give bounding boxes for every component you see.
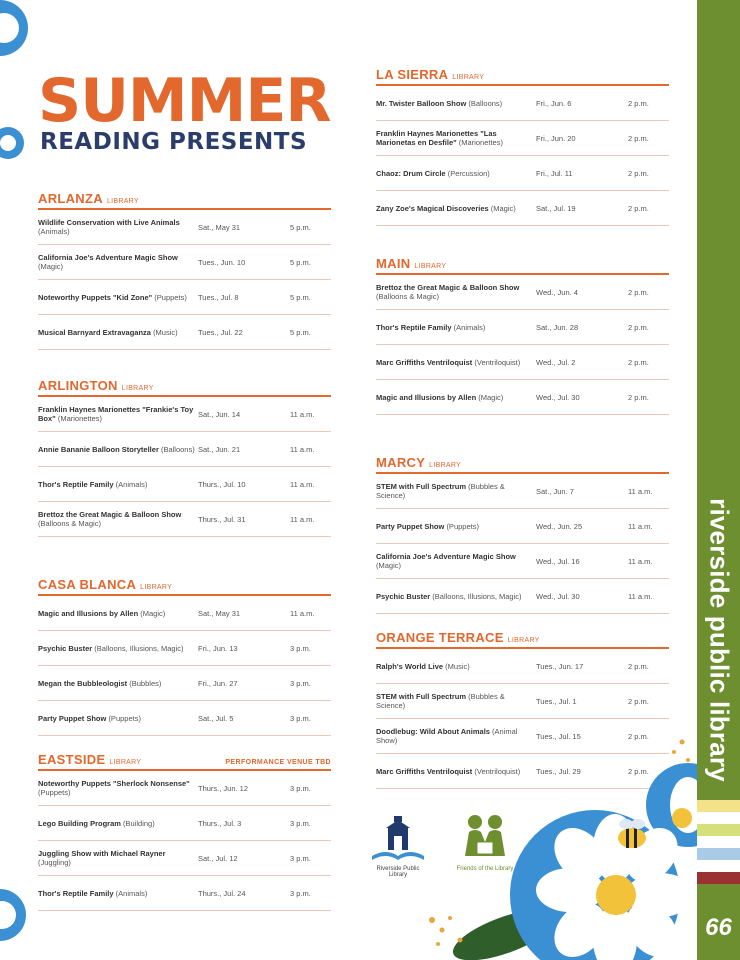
event-row <box>38 596 331 631</box>
event-category: (Animals) <box>38 227 70 236</box>
event-title <box>38 405 198 423</box>
event-row <box>376 380 669 415</box>
section-arlington <box>38 373 331 537</box>
event-time: 3 p.m. <box>290 713 311 723</box>
section-name: ARLINGTON <box>38 378 118 393</box>
section-name: ARLANZA <box>38 191 103 206</box>
event-row <box>376 275 669 310</box>
sidebar-title-text: riverside public library <box>704 498 734 782</box>
event-date: Wed., Jul. 30 <box>536 392 580 402</box>
event-time: 2 p.m. <box>628 98 649 108</box>
event-date: Wed., Jul. 16 <box>536 556 580 566</box>
event-row <box>38 806 331 841</box>
section-header <box>376 251 669 275</box>
event-name: Mr. Twister Balloon Show <box>376 98 467 108</box>
event-row <box>376 649 669 684</box>
event-name: California Joe's Adventure Magic Show <box>38 253 178 262</box>
event-name: Party Puppet Show <box>376 521 445 531</box>
event-title <box>376 358 536 367</box>
event-row <box>376 121 669 156</box>
event-row <box>38 280 331 315</box>
section-eastside <box>38 747 331 911</box>
event-date: Thurs., Jul. 10 <box>198 479 246 489</box>
event-row <box>38 397 331 432</box>
event-time: 3 p.m. <box>290 853 311 863</box>
event-name: Zany Zoe's Magical Discoveries <box>376 203 489 213</box>
event-date: Sat., Jul. 5 <box>198 713 234 723</box>
event-title <box>38 889 198 898</box>
event-time: 11 a.m. <box>290 444 315 454</box>
event-category: (Magic) <box>140 608 166 618</box>
event-time: 3 p.m. <box>290 888 311 898</box>
event-date: Tues., Jun. 17 <box>536 661 584 671</box>
event-row <box>38 210 331 245</box>
event-time: 5 p.m. <box>290 292 311 302</box>
event-time: 3 p.m. <box>290 678 311 688</box>
event-title <box>376 662 536 671</box>
section-main <box>376 251 669 415</box>
event-category: (Balloons & Magic) <box>376 292 439 301</box>
event-name: Lego Building Program <box>38 818 121 828</box>
event-name: Doodlebug: Wild About Animals <box>376 727 490 736</box>
event-row <box>376 509 669 544</box>
event-date: Thurs., Jul. 24 <box>198 888 246 898</box>
event-date: Tues., Jul. 22 <box>198 327 243 337</box>
event-title <box>38 819 198 828</box>
section-header <box>38 186 331 210</box>
logo-friends-label: Friends of the Library <box>456 866 514 872</box>
event-date: Thurs., Jul. 3 <box>198 818 242 828</box>
event-row <box>376 474 669 509</box>
event-row <box>38 432 331 467</box>
event-row <box>38 631 331 666</box>
event-time: 2 p.m. <box>628 322 649 332</box>
section-note: PERFORMANCE VENUE TBD <box>225 759 331 766</box>
event-title <box>376 169 536 178</box>
event-date: Fri., Jun. 20 <box>536 133 576 143</box>
event-name: Psychic Buster <box>376 591 431 601</box>
event-time: 2 p.m. <box>628 731 649 741</box>
event-title <box>376 592 536 601</box>
event-category: (Ventriloquist) <box>474 357 521 367</box>
section-tag: LIBRARY <box>414 263 447 270</box>
event-row <box>376 156 669 191</box>
event-title <box>38 714 198 723</box>
event-category: (Building) <box>123 818 155 828</box>
event-time: 11 a.m. <box>628 486 653 496</box>
event-name: Noteworthy Puppets "Kid Zone" <box>38 292 153 302</box>
section-header <box>376 625 669 649</box>
event-time: 2 p.m. <box>628 357 649 367</box>
event-time: 2 p.m. <box>628 661 649 671</box>
event-title <box>38 445 198 454</box>
event-category: (Puppets) <box>38 788 71 797</box>
section-tag: LIBRARY <box>507 637 540 644</box>
event-title <box>376 323 536 332</box>
event-category: (Puppets) <box>154 292 187 302</box>
event-date: Wed., Jul. 30 <box>536 591 580 601</box>
event-category: (Animals) <box>115 888 148 898</box>
section-name: CASA BLANCA <box>38 577 137 592</box>
event-date: Sat., May 31 <box>198 608 241 618</box>
event-title <box>376 283 536 301</box>
event-category: (Balloons & Magic) <box>38 519 101 528</box>
event-name: Brettoz the Great Magic & Balloon Show <box>376 283 520 292</box>
section-name: ORANGE TERRACE <box>376 630 504 645</box>
event-category: (Magic) <box>490 203 516 213</box>
event-title <box>38 849 198 867</box>
event-time: 11 a.m. <box>290 479 315 489</box>
event-date: Sat., May 31 <box>198 222 241 232</box>
section-name: EASTSIDE <box>38 752 106 767</box>
event-date: Sat., Jun. 7 <box>536 486 574 496</box>
event-time: 5 p.m. <box>290 327 311 337</box>
event-name: Franklin Haynes Marionettes "Frankie's Toy Box" <box>38 405 194 423</box>
event-time: 2 p.m. <box>628 766 649 776</box>
section-la-sierra <box>376 62 669 226</box>
event-title <box>38 779 198 797</box>
event-row <box>38 467 331 502</box>
event-date: Fri., Jul. 11 <box>536 168 573 178</box>
event-name: Brettoz the Great Magic & Balloon Show <box>38 510 182 519</box>
event-time: 5 p.m. <box>290 257 311 267</box>
event-category: (Balloons) <box>160 444 195 454</box>
event-date: Tues., Jul. 1 <box>536 696 577 706</box>
section-header <box>38 747 331 771</box>
section-name: MARCY <box>376 455 426 470</box>
event-title <box>38 328 198 337</box>
event-title <box>38 609 198 618</box>
section-header <box>376 62 669 86</box>
event-name: California Joe's Adventure Magic Show <box>376 552 516 561</box>
section-header <box>38 373 331 397</box>
section-casa-blanca <box>38 572 331 736</box>
event-category: (Balloons, Illusions, Magic) <box>432 591 522 601</box>
event-time: 2 p.m. <box>628 133 649 143</box>
event-row <box>38 666 331 701</box>
sidebar-title <box>697 490 740 790</box>
event-time: 11 a.m. <box>290 608 315 618</box>
event-date: Tues., Jul. 8 <box>198 292 239 302</box>
page-number: 66 <box>705 914 732 941</box>
title-reading-presents: READING PRESENTS <box>40 129 308 155</box>
bee-icon <box>618 819 646 848</box>
event-time: 11 a.m. <box>628 521 653 531</box>
section-tag: LIBRARY <box>429 462 462 469</box>
event-row <box>376 86 669 121</box>
section-header <box>38 572 331 596</box>
section-tag: LIBRARY <box>121 385 154 392</box>
event-row <box>38 502 331 537</box>
event-name: Thor's Reptile Family <box>38 479 114 489</box>
event-time: 2 p.m. <box>628 168 649 178</box>
event-title <box>376 522 536 531</box>
event-row <box>376 191 669 226</box>
event-time: 11 a.m. <box>628 591 653 601</box>
event-title <box>376 393 536 402</box>
event-title <box>376 129 536 147</box>
event-category: (Marionettes) <box>57 414 103 423</box>
library-building-icon <box>368 812 428 864</box>
event-time: 2 p.m. <box>628 203 649 213</box>
event-category: (Percussion) <box>447 168 490 178</box>
section-arlanza <box>38 186 331 350</box>
event-date: Thurs., Jun. 12 <box>198 783 249 793</box>
event-title <box>376 552 536 570</box>
event-category: (Music) <box>153 327 178 337</box>
event-name: Wildlife Conservation with Live Animals <box>38 218 180 227</box>
event-row <box>38 876 331 911</box>
event-date: Sat., Jul. 19 <box>536 203 576 213</box>
event-category: (Music) <box>445 661 470 671</box>
event-title <box>38 644 198 653</box>
event-name: Psychic Buster <box>38 643 93 653</box>
event-category: (Animals) <box>115 479 148 489</box>
flower-decoration-top-left <box>0 0 40 170</box>
event-time: 11 a.m. <box>290 514 315 524</box>
event-category: (Bubbles & Science) <box>376 482 505 500</box>
event-row <box>38 315 331 350</box>
event-row <box>38 771 331 806</box>
event-date: Sat., Jul. 12 <box>198 853 238 863</box>
event-row <box>38 701 331 736</box>
event-title <box>38 293 198 302</box>
event-category: (Ventriloquist) <box>474 766 521 776</box>
event-title <box>38 679 198 688</box>
event-row <box>376 544 669 579</box>
event-title <box>38 218 198 236</box>
event-time: 2 p.m. <box>628 392 649 402</box>
event-row <box>376 579 669 614</box>
sidebar-stripes <box>697 800 740 896</box>
flower-decoration-bottom-right <box>420 730 697 960</box>
event-category: (Magic) <box>38 262 64 271</box>
event-name: Thor's Reptile Family <box>38 888 114 898</box>
event-category: (Puppets) <box>108 713 141 723</box>
event-time: 3 p.m. <box>290 643 311 653</box>
event-date: Wed., Jun. 25 <box>536 521 583 531</box>
event-category: (Bubbles) <box>129 678 162 688</box>
event-date: Tues., Jul. 15 <box>536 731 581 741</box>
event-category: (Animals) <box>453 322 486 332</box>
event-category: (Animal Show) <box>376 727 518 745</box>
section-marcy <box>376 450 669 614</box>
event-title <box>376 692 536 710</box>
event-name: Ralph's World Live <box>376 661 444 671</box>
event-category: (Magic) <box>376 561 402 570</box>
event-name: Chaoz: Drum Circle <box>376 168 446 178</box>
logo-riverside-label: Riverside Public Library <box>376 866 420 878</box>
event-category: (Magic) <box>478 392 504 402</box>
logo-riverside-public-library <box>368 812 428 878</box>
event-row <box>38 841 331 876</box>
event-row <box>376 310 669 345</box>
event-row <box>376 345 669 380</box>
event-date: Fri., Jun. 13 <box>198 643 238 653</box>
title-summer: SUMMER <box>38 66 331 136</box>
event-date: Thurs., Jul. 31 <box>198 514 246 524</box>
event-title <box>376 482 536 500</box>
event-time: 11 a.m. <box>628 556 653 566</box>
event-date: Sat., Jun. 14 <box>198 409 241 419</box>
event-row <box>376 684 669 719</box>
event-name: Marc Griffiths Ventriloquist <box>376 357 473 367</box>
event-category: (Puppets) <box>446 521 479 531</box>
event-name: Party Puppet Show <box>38 713 107 723</box>
section-header <box>376 450 669 474</box>
event-title <box>376 204 536 213</box>
section-tag: LIBRARY <box>106 198 139 205</box>
event-name: Megan the Bubbleologist <box>38 678 128 688</box>
event-title <box>38 253 198 271</box>
event-title <box>376 99 536 108</box>
event-name: Thor's Reptile Family <box>376 322 452 332</box>
event-category: (Juggling) <box>38 858 71 867</box>
event-category: (Bubbles & Science) <box>376 692 505 710</box>
flower-decoration-bottom-left <box>0 870 30 960</box>
event-time: 2 p.m. <box>628 287 649 297</box>
event-name: Marc Griffiths Ventriloquist <box>376 766 473 776</box>
event-time: 11 a.m. <box>290 409 315 419</box>
event-time: 3 p.m. <box>290 818 311 828</box>
section-name: LA SIERRA <box>376 67 449 82</box>
event-name: Magic and Illusions by Allen <box>38 608 139 618</box>
event-name: STEM with Full Spectrum <box>376 692 467 701</box>
event-category: (Balloons, Illusions, Magic) <box>94 643 184 653</box>
event-date: Tues., Jul. 29 <box>536 766 581 776</box>
event-date: Tues., Jun. 10 <box>198 257 246 267</box>
event-name: Annie Bananie Balloon Storyteller <box>38 444 159 454</box>
event-date: Wed., Jul. 2 <box>536 357 576 367</box>
event-time: 5 p.m. <box>290 222 311 232</box>
event-category: (Marionettes) <box>458 138 503 147</box>
section-name: MAIN <box>376 256 411 271</box>
event-category: (Balloons) <box>468 98 503 108</box>
event-date: Fri., Jun. 27 <box>198 678 238 688</box>
event-row <box>38 245 331 280</box>
event-time: 3 p.m. <box>290 783 311 793</box>
event-title <box>38 510 198 528</box>
event-name: Musical Barnyard Extravaganza <box>38 327 151 337</box>
event-date: Sat., Jun. 28 <box>536 322 579 332</box>
event-name: STEM with Full Spectrum <box>376 482 467 491</box>
event-date: Fri., Jun. 6 <box>536 98 572 108</box>
event-name: Noteworthy Puppets "Sherlock Nonsense" <box>38 779 190 788</box>
event-name: Franklin Haynes Marionettes "Las Marionetas en Desfile" <box>376 129 497 147</box>
section-tag: LIBRARY <box>109 759 142 766</box>
event-title <box>38 480 198 489</box>
section-tag: LIBRARY <box>140 584 173 591</box>
event-time: 2 p.m. <box>628 696 649 706</box>
section-tag: LIBRARY <box>452 74 485 81</box>
event-name: Juggling Show with Michael Rayner <box>38 849 166 858</box>
event-date: Wed., Jun. 4 <box>536 287 578 297</box>
event-date: Sat., Jun. 21 <box>198 444 241 454</box>
event-name: Magic and Illusions by Allen <box>376 392 477 402</box>
